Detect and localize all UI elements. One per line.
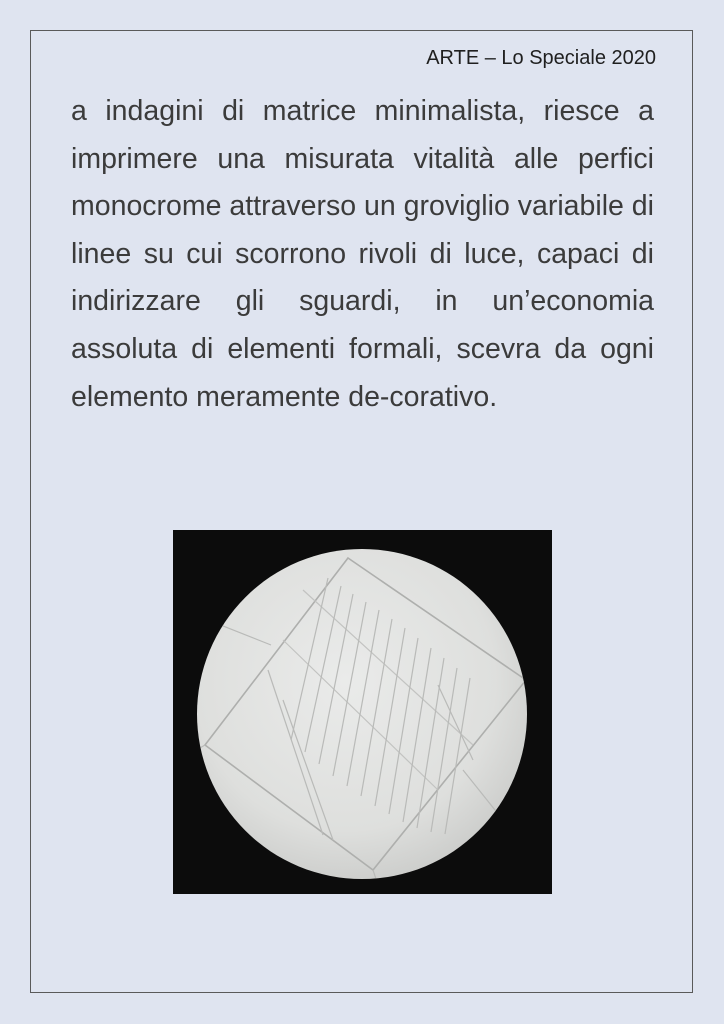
article-paragraph: a indagini di matrice minimalista, riesce a imprimere una misurata vitalità alle perfici monocrome attraverso un groviglio variabile di linee su cui scorrono rivoli di luce, capaci di indirizzare gli sguardi, in un’economia assoluta di elementi formali, scevra da ogni elemento meramente de-corativo. <box>71 95 654 413</box>
artwork-photo <box>173 530 552 894</box>
relief-disc <box>197 549 527 879</box>
artwork-image <box>173 530 552 894</box>
running-header: ARTE – Lo Speciale 2020 <box>426 47 656 69</box>
